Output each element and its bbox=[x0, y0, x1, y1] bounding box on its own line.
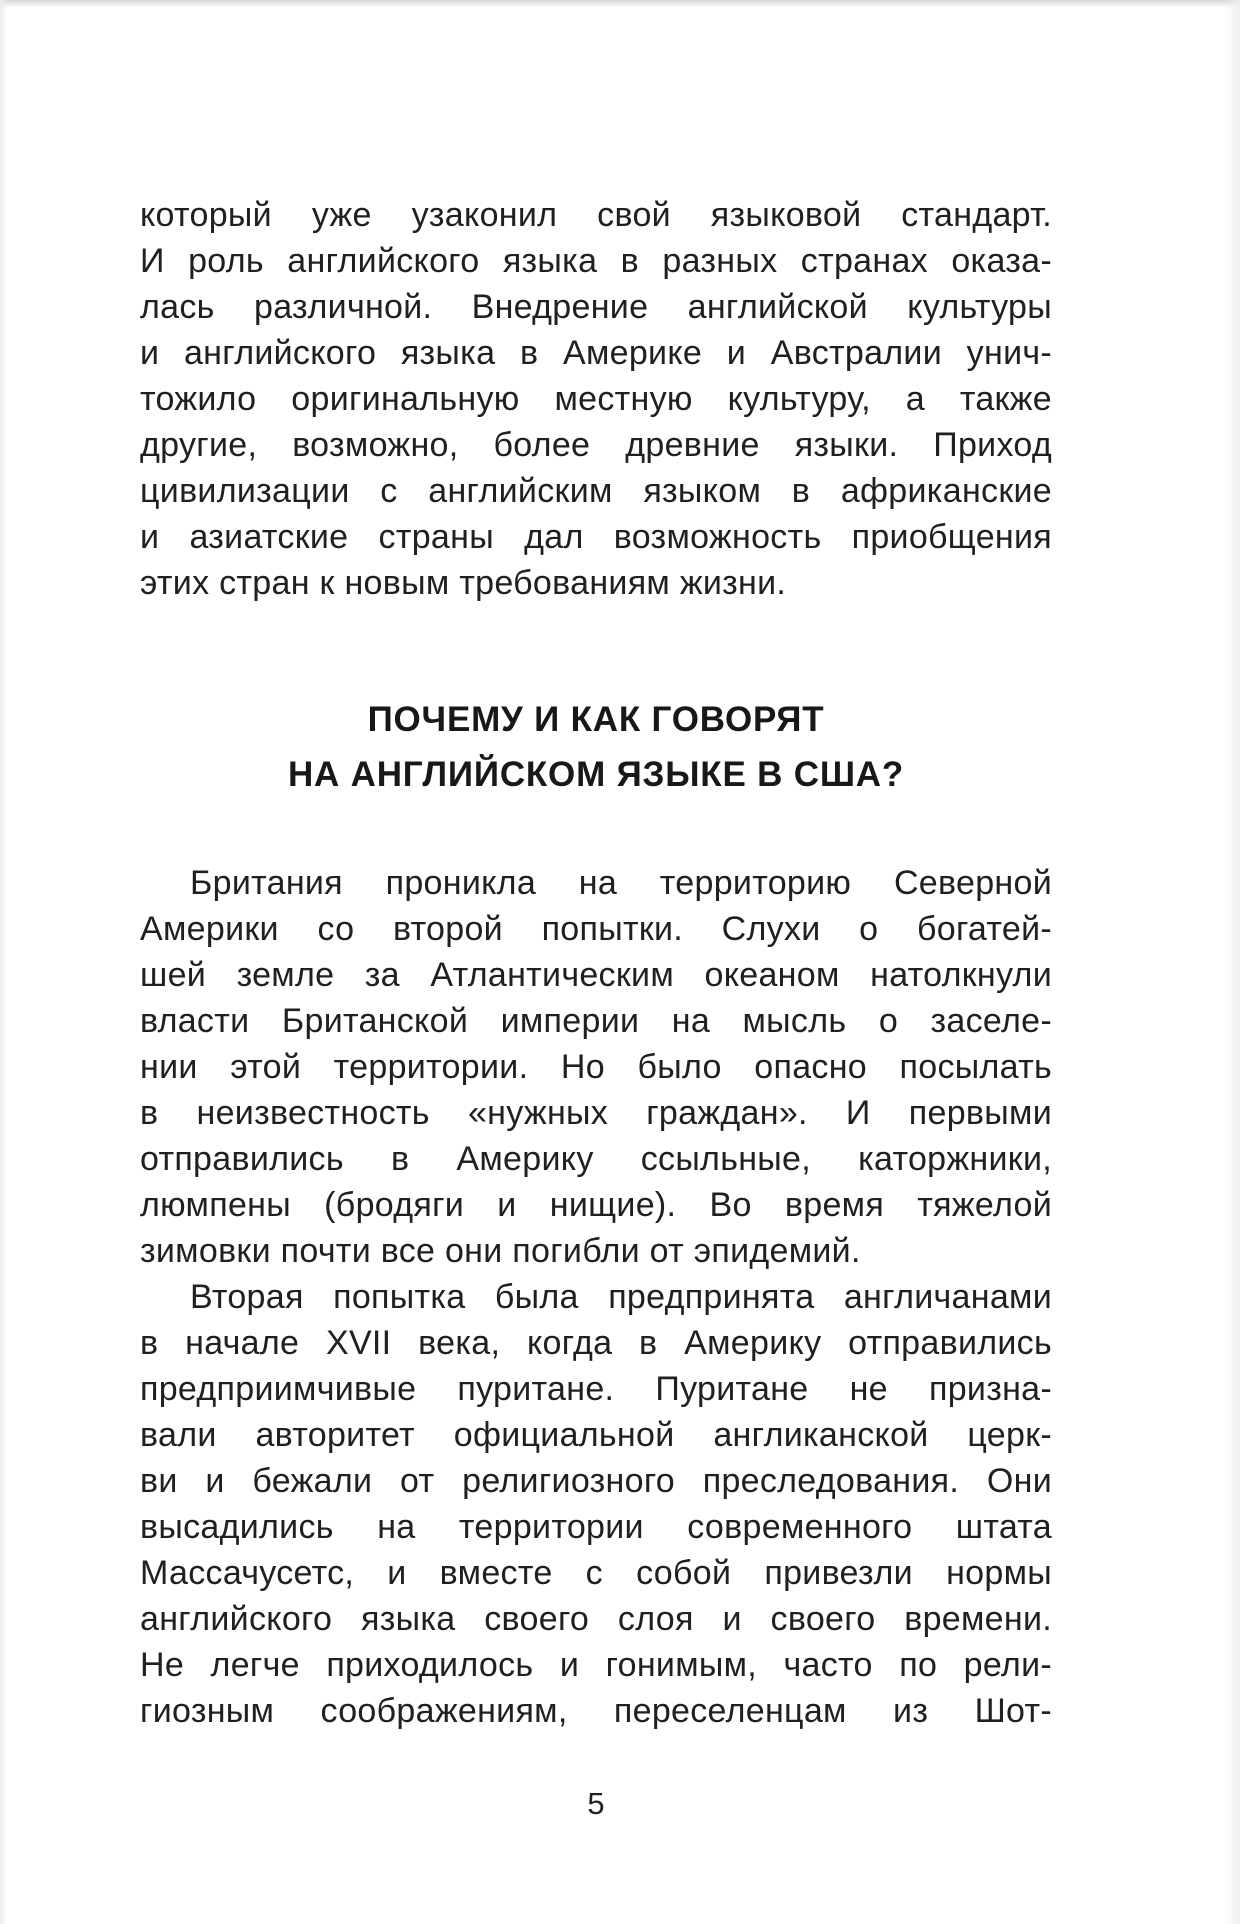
paragraph bbox=[140, 1274, 1052, 1734]
text-line: тожило оригинальную местную культуру, а также bbox=[140, 380, 1052, 418]
text-block bbox=[140, 192, 1052, 1734]
text-line: отправились в Америку ссыльные, каторжники, bbox=[140, 1140, 1052, 1178]
text-line: и азиатские страны дал возможность приобщения bbox=[140, 518, 1052, 556]
text-line: власти Британской империи на мысль о заселе- bbox=[140, 1002, 1052, 1040]
text-line: нии этой территории. Но было опасно посылать bbox=[140, 1048, 1052, 1086]
text-line: лась различной. Внедрение английской культуры bbox=[140, 288, 1052, 326]
text-line: Массачусетс, и вместе с собой привезли нормы bbox=[140, 1554, 1052, 1592]
heading-line: ПОЧЕМУ И КАК ГОВОРЯТ bbox=[367, 700, 825, 739]
text-line: Вторая попытка была предпринята англичанами bbox=[190, 1278, 1052, 1316]
text-line: другие, возможно, более древние языки. Приход bbox=[140, 426, 1052, 464]
text-line: в неизвестность «нужных граждан». И первыми bbox=[140, 1094, 1052, 1132]
text-line: и английского языка в Америке и Австралии унич- bbox=[140, 334, 1052, 372]
text-line: Не легче приходилось и гонимым, часто по рели- bbox=[140, 1646, 1052, 1684]
heading-line: НА АНГЛИЙСКОМ ЯЗЫКЕ В США? bbox=[287, 755, 905, 794]
text-line: в начале XVII века, когда в Америку отправились bbox=[140, 1324, 1052, 1362]
text-line: который уже узаконил свой языковой стандарт. bbox=[140, 196, 1052, 234]
scan-edge-top bbox=[0, 0, 1240, 8]
page-number: 5 bbox=[587, 1786, 605, 1821]
scan-edge-left bbox=[0, 0, 8, 1924]
text-line: И роль английского языка в разных странах оказа- bbox=[140, 242, 1052, 280]
text-line: ви и бежали от религиозного преследования. Они bbox=[140, 1462, 1052, 1500]
text-line: этих стран к новым требованиям жизни. bbox=[140, 564, 787, 602]
text-line: Британия проникла на территорию Северной bbox=[190, 864, 1052, 902]
paragraph bbox=[140, 860, 1052, 1274]
text-line: шей земле за Атлантическим океаном натолкнули bbox=[140, 956, 1052, 994]
text-line: гиозным соображениям, переселенцам из Шот- bbox=[140, 1692, 1052, 1730]
text-line: вали авторитет официальной англиканской церк- bbox=[140, 1416, 1052, 1454]
text-line: цивилизации с английским языком в африканские bbox=[140, 472, 1052, 510]
text-line: предприимчивые пуритане. Пуритане не призна- bbox=[140, 1370, 1052, 1408]
paragraph bbox=[140, 192, 1052, 606]
section-heading bbox=[140, 606, 1052, 860]
text-line: высадились на территории современного штата bbox=[140, 1508, 1052, 1546]
scan-edge-right bbox=[1224, 0, 1240, 1924]
text-line: английского языка своего слоя и своего времени. bbox=[140, 1600, 1052, 1638]
text-line: зимовки почти все они погибли от эпидемий. bbox=[140, 1232, 861, 1270]
text-line: люмпены (бродяги и нищие). Во время тяжелой bbox=[140, 1186, 1052, 1224]
text-line: Америки со второй попытки. Слухи о богатей- bbox=[140, 910, 1052, 948]
